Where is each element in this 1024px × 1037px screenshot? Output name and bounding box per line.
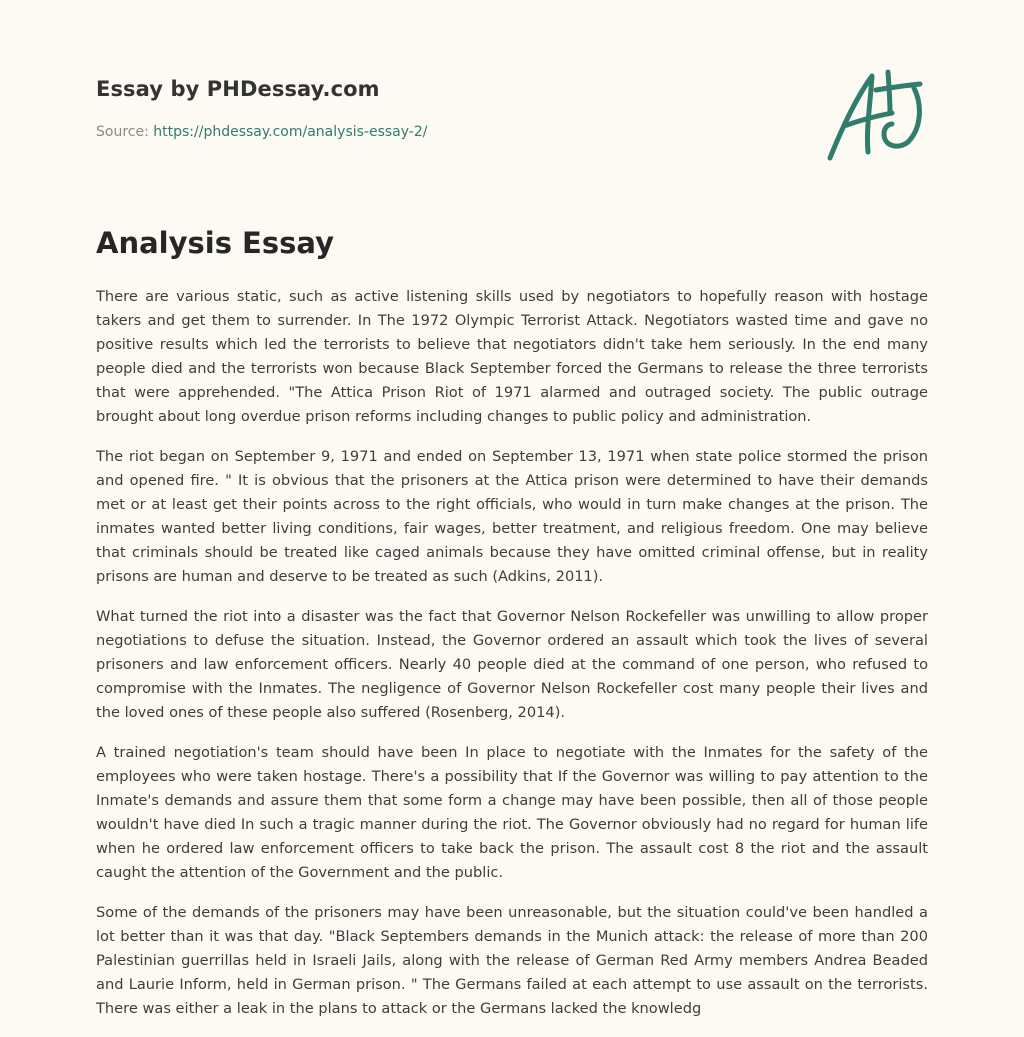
essay-title: Analysis Essay [96, 226, 334, 260]
essay-paragraph: The riot began on September 9, 1971 and ended on September 13, 1971 when state police stormed the prison and opened fire. " It is obvious that the prisoners at the Attica prison were determined to have their demands met or at least get their points across to the right officials, who would in turn make changes at the prison. The inmates wanted better living conditions, fair wages, better treatment, and religious freedom. One may believe that criminals should be treated like caged animals because they have omitted criminal offense, but in reality prisons are human and deserve to be treated as such (Adkins, 2011). [96, 448, 928, 585]
site-title: Essay by PHDessay.com [96, 77, 380, 101]
source-line [96, 124, 427, 140]
a-plus-logo-icon [826, 66, 930, 164]
essay-paragraph: A trained negotiation's team should have been In place to negotiate with the Inmates for the safety of the employees who were taken hostage. There's a possibility that If the Governor was willing to pay attention to the Inmate's demands and assure them that some form a change may have been possible, then all of those people wouldn't have died In such a tragic manner during the riot. The Governor obviously had no regard for human life when he ordered law enforcement officers to take back the prison. The assault cost 8 the riot and the assault caught the attention of the Government and the public. [96, 744, 928, 881]
source-label: Source: [96, 124, 149, 140]
essay-paragraph: Some of the demands of the prisoners may have been unreasonable, but the situation could've been handled a lot better than it was that day. "Black Septembers demands in the Munich attack: the release of more than 200 Palestinian guerrillas held in Israeli Jails, along with the release of German Red Army members Andrea Beaded and Laurie Inform, held in German prison. " The Germans failed at each attempt to use assault on the terrorists. There was either a leak in the plans to attack or the Germans lacked the knowledg [96, 904, 928, 1017]
essay-paragraph: What turned the riot into a disaster was the fact that Governor Nelson Rockefeller was unwilling to allow proper negotiations to defuse the situation. Instead, the Governor ordered an assault which took the lives of several prisoners and law enforcement officers. Nearly 40 people died at the command of one person, who refused to compromise with the Inmates. The negligence of Governor Nelson Rockefeller cost many people their lives and the loved ones of these people also suffered (Rosenberg, 2014). [96, 608, 928, 721]
essay-page [96, 0, 928, 1036]
essay-body [96, 285, 928, 1037]
essay-paragraph: There are various static, such as active listening skills used by negotiators to hopefully reason with hostage takers and get them to surrender. In The 1972 Olympic Terrorist Attack. Negotiators wasted time and gave no positive results which led the terrorists to believe that negotiators didn't take hem seriously. In the end many people died and the terrorists won because Black September forced the Germans to release the three terrorists that were apprehended. "The Attica Prison Riot of 1971 alarmed and outraged society. The public outrage brought about long overdue prison reforms including changes to public policy and administration. [96, 288, 928, 425]
source-link[interactable]: https://phdessay.com/analysis-essay-2/ [153, 124, 428, 140]
